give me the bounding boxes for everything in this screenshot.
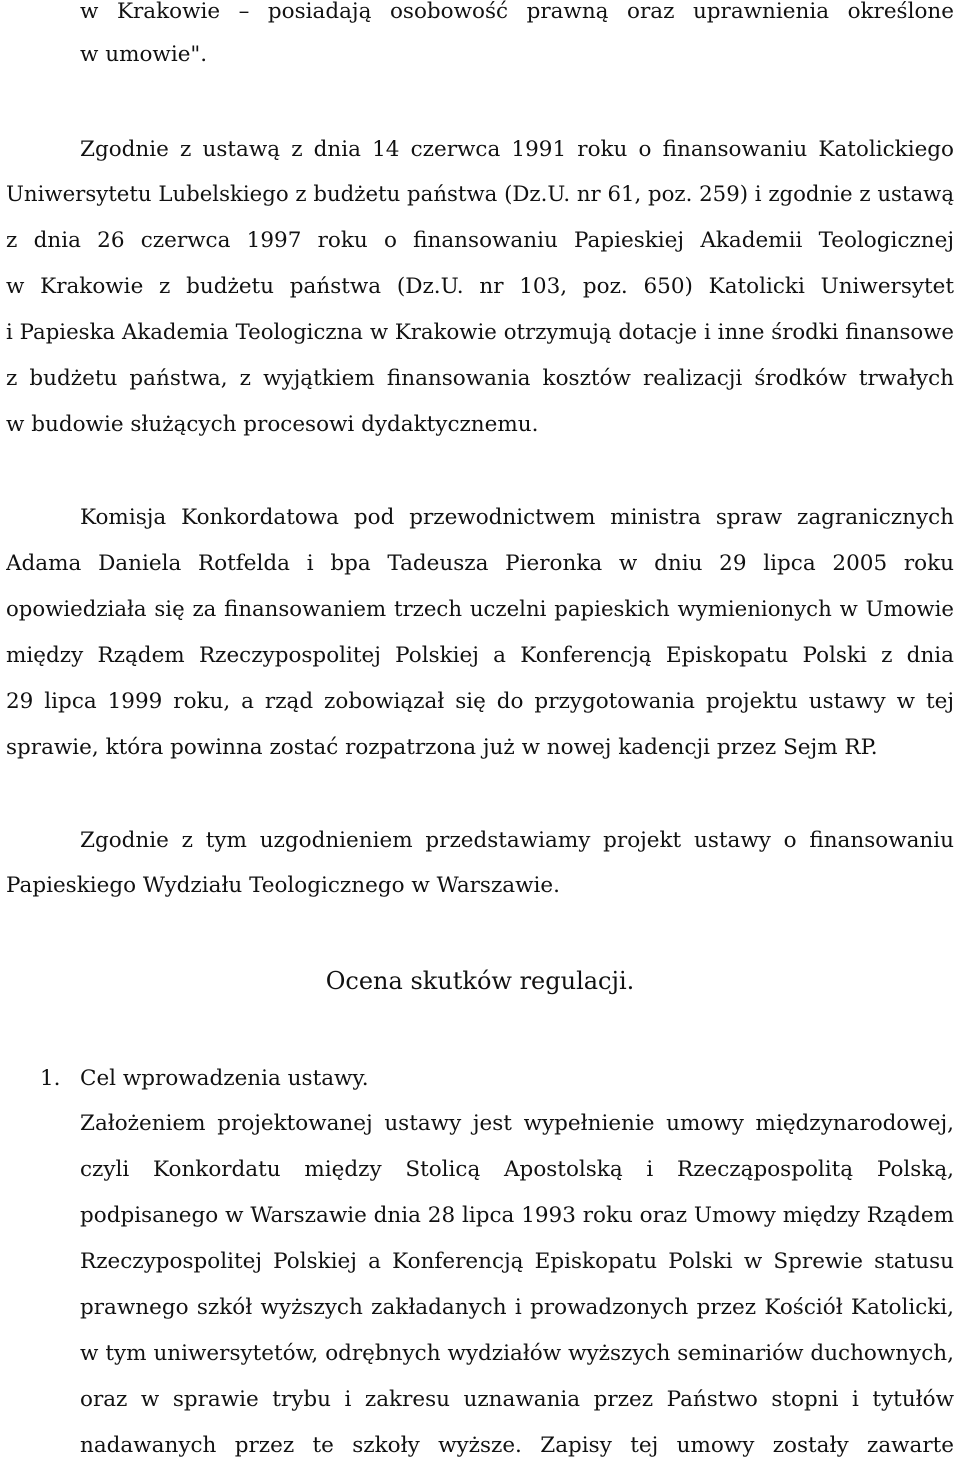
- paragraph-line: między Rządem Rzeczypospolitej Polskiej a Konferencją Episkopatu Polski z dnia: [6, 643, 954, 668]
- paragraph-line: w umowie".: [80, 42, 208, 67]
- paragraph-line: Rzeczypospolitej Polskiej a Konferencją Episkopatu Polski w Sprewie statusu: [80, 1249, 954, 1274]
- paragraph-line: opowiedziała się za finansowaniem trzech uczelni papieskich wymienionych w Umowie: [6, 597, 954, 622]
- paragraph-line: w Krakowie – posiadają osobowość prawną oraz uprawnienia określone: [80, 0, 954, 24]
- paragraph-line: oraz w sprawie trybu i zakresu uznawania przez Państwo stopni i tytułów: [80, 1387, 954, 1412]
- paragraph-line: Zgodnie z tym uzgodnieniem przedstawiamy projekt ustawy o finansowaniu: [80, 828, 954, 853]
- section-heading: Ocena skutków regulacji.: [325, 967, 635, 995]
- paragraph-line: prawnego szkół wyższych zakładanych i prowadzonych przez Kościół Katolicki,: [80, 1295, 954, 1320]
- paragraph-line: Komisja Konkordatowa pod przewodnictwem ministra spraw zagranicznych: [80, 505, 954, 530]
- paragraph-line: Papieskiego Wydziału Teologicznego w Warszawie.: [6, 873, 560, 898]
- paragraph-line: w budowie służących procesowi dydaktycznemu.: [6, 412, 539, 437]
- list-number: 1.: [40, 1066, 61, 1091]
- paragraph-line: w Krakowie z budżetu państwa (Dz.U. nr 103, poz. 650) Katolicki Uniwersytet: [6, 274, 954, 299]
- paragraph-line: Uniwersytetu Lubelskiego z budżetu państwa (Dz.U. nr 61, poz. 259) i zgodnie z ustawą: [6, 182, 954, 207]
- paragraph-line: sprawie, która powinna zostać rozpatrzona już w nowej kadencji przez Sejm RP.: [6, 735, 878, 760]
- list-item-title: Cel wprowadzenia ustawy.: [80, 1066, 369, 1091]
- paragraph-line: podpisanego w Warszawie dnia 28 lipca 1993 roku oraz Umowy między Rządem: [80, 1203, 954, 1228]
- paragraph-line: z budżetu państwa, z wyjątkiem finansowania kosztów realizacji środków trwałych: [6, 366, 954, 391]
- paragraph-line: 29 lipca 1999 roku, a rząd zobowiązał się do przygotowania projektu ustawy w tej: [6, 689, 954, 714]
- paragraph-line: nadawanych przez te szkoły wyższe. Zapisy tej umowy zostały zawarte: [80, 1433, 954, 1458]
- paragraph-line: czyli Konkordatu między Stolicą Apostolską i Rzecząpospolitą Polską,: [80, 1157, 954, 1182]
- paragraph-line: Adama Daniela Rotfelda i bpa Tadeusza Pieronka w dniu 29 lipca 2005 roku: [6, 551, 954, 576]
- paragraph-line: z dnia 26 czerwca 1997 roku o finansowaniu Papieskiej Akademii Teologicznej: [6, 228, 954, 253]
- paragraph-line: i Papieska Akademia Teologiczna w Krakowie otrzymują dotacje i inne środki finansowe: [6, 320, 954, 345]
- paragraph-line: w tym uniwersytetów, odrębnych wydziałów wyższych seminariów duchownych,: [80, 1341, 954, 1366]
- paragraph-line: Zgodnie z ustawą z dnia 14 czerwca 1991 roku o finansowaniu Katolickiego: [80, 137, 954, 162]
- paragraph-line: Założeniem projektowanej ustawy jest wypełnienie umowy międzynarodowej,: [80, 1111, 954, 1136]
